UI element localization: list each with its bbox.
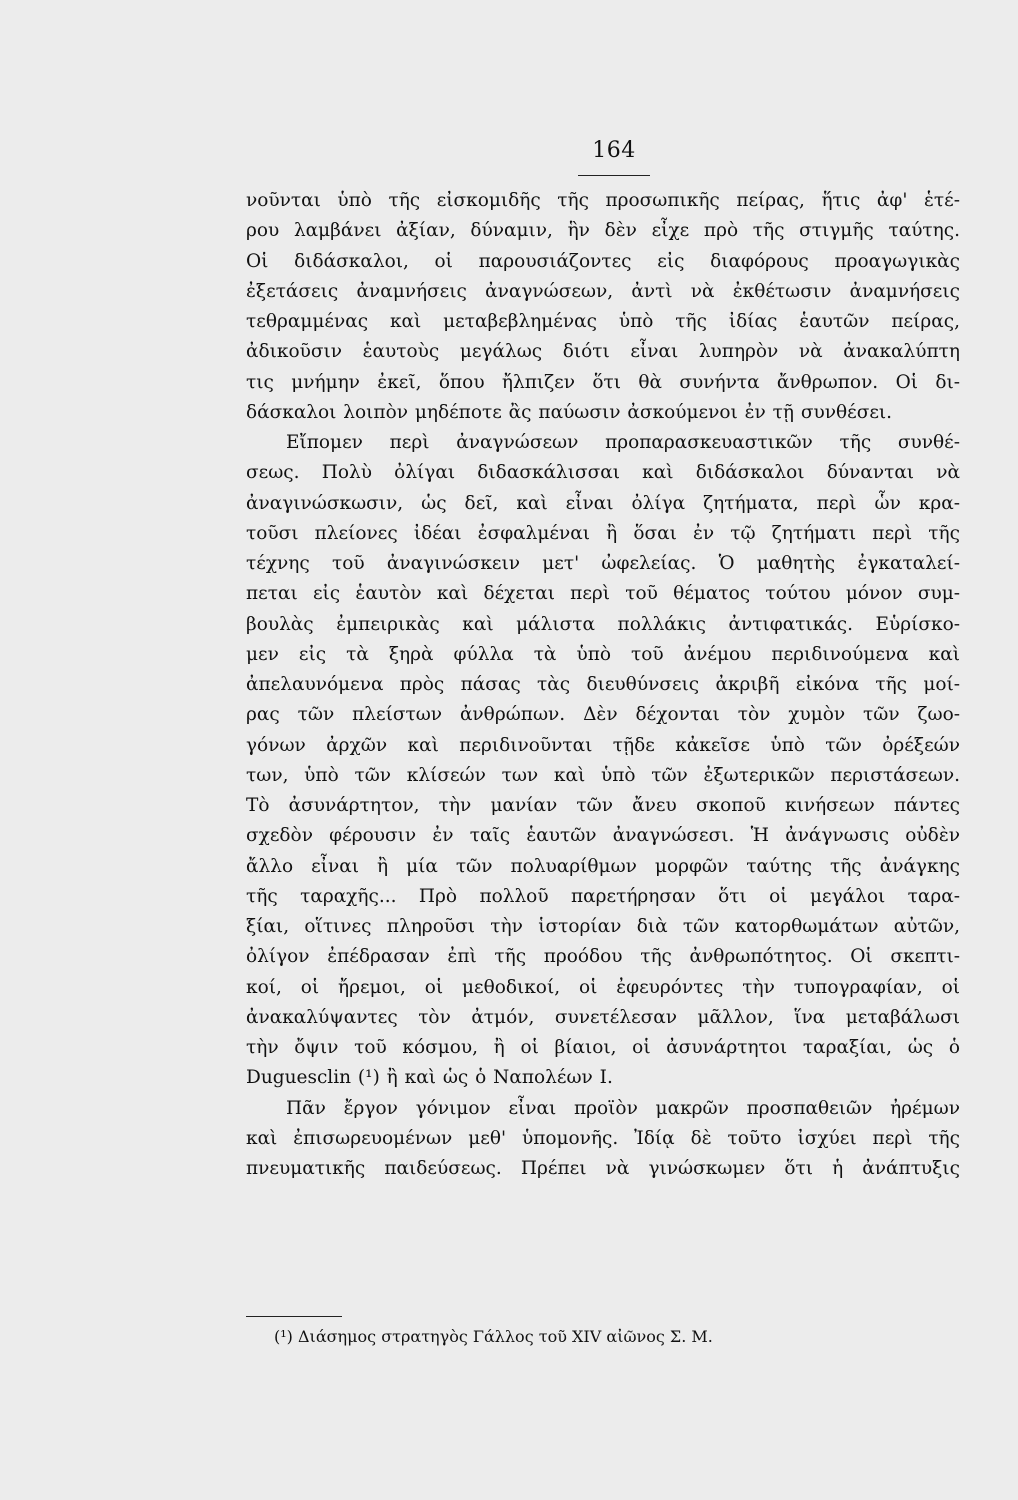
text-line: νοῦνται ὑπὸ τῆς εἰσκομιδῆς τῆς προσωπικῆς πείρας, ἥτις ἀφ' ἑτέ-	[246, 190, 960, 211]
text-line: Τὸ ἀσυνάρτητον, τὴν μανίαν τῶν ἄνευ σκοποῦ κινήσεων πάντες	[246, 795, 960, 816]
text-line: ρου λαμβάνει ἀξίαν, δύναμιν, ἣν δὲν εἶχε πρὸ τῆς στιγμῆς ταύτης.	[246, 220, 960, 242]
paragraph-2	[246, 428, 960, 1094]
text-line: τῆς ταραχῆς... Πρὸ πολλοῦ παρετήρησαν ὅτι οἱ μεγάλοι ταρα-	[246, 885, 960, 907]
text-line: τεθραμμένας καὶ μεταβεβλημένας ὑπὸ τῆς ἰδίας ἑαυτῶν πείρας,	[246, 311, 960, 332]
paragraph-1	[246, 186, 960, 428]
text-line: ἀναγινώσκωσιν, ὡς δεῖ, καὶ εἶναι ὀλίγα ζητήματα, περὶ ὧν κρα-	[246, 492, 960, 514]
text-line: Duguesclin (¹) ἢ καὶ ὡς ὁ Ναπολέων Ι.	[246, 1067, 613, 1089]
text-line: πνευματικῆς παιδεύσεως. Πρέπει νὰ γινώσκωμεν ὅτι ἡ ἀνάπτυξις	[246, 1158, 960, 1179]
text-line: Πᾶν ἔργον γόνιμον εἶναι προϊὸν μακρῶν προσπαθειῶν ἠρέμων	[286, 1097, 960, 1119]
text-line: καὶ ἐπισωρευομένων μεθ' ὑπομονῆς. Ἰδίᾳ δὲ τοῦτο ἰσχύει περὶ τῆς	[246, 1127, 960, 1149]
footnote-rule	[246, 1316, 342, 1317]
text-line: ἐξετάσεις ἀναμνήσεις ἀναγνώσεων, ἀντὶ νὰ ἐκθέτωσιν ἀναμνήσεις	[246, 280, 960, 302]
text-line: τις μνήμην ἐκεῖ, ὅπου ἤλπιζεν ὅτι θὰ συνήντα ἄνθρωπον. Οἱ δι-	[246, 371, 960, 393]
page-number: 164	[592, 138, 636, 163]
text-line: ξίαι, οἵτινες πληροῦσι τὴν ἱστορίαν διὰ τῶν κατορθωμάτων αὐτῶν,	[246, 916, 960, 937]
text-line: ἀδικοῦσιν ἑαυτοὺς μεγάλως διότι εἶναι λυπηρὸν νὰ ἀνακαλύπτη	[246, 341, 960, 363]
text-line: ὀλίγον ἐπέδρασαν ἐπὶ τῆς προόδου τῆς ἀνθρωπότητος. Οἱ σκεπτι-	[246, 946, 960, 968]
body-text	[246, 186, 960, 1184]
text-line: βουλὰς ἐμπειρικὰς καὶ μάλιστα πολλάκις ἀντιφατικάς. Εὑρίσκο-	[246, 613, 960, 635]
text-line: μεν εἰς τὰ ξηρὰ φύλλα τὰ ὑπὸ τοῦ ἀνέμου περιδινούμενα καὶ	[246, 643, 960, 665]
text-line: των, ὑπὸ τῶν κλίσεών των καὶ ὑπὸ τῶν ἐξωτερικῶν περιστάσεων.	[246, 764, 960, 786]
text-line: τέχνης τοῦ ἀναγινώσκειν μετ' ὠφελείας. Ὁ μαθητὴς ἐγκαταλεί-	[246, 553, 960, 574]
text-line: τὴν ὄψιν τοῦ κόσμου, ἢ οἱ βίαιοι, οἱ ἀσυνάρτητοι ταραξίαι, ὡς ὁ	[246, 1037, 960, 1058]
text-line: γόνων ἀρχῶν καὶ περιδινοῦνται τῇδε κἀκεῖσε ὑπὸ τῶν ὀρέξεών	[246, 734, 960, 756]
text-line: σχεδὸν φέρουσιν ἐν ταῖς ἑαυτῶν ἀναγνώσεσι. Ἡ ἀνάγνωσις οὐδὲν	[246, 825, 960, 847]
text-line: τοῦσι πλείονες ἰδέαι ἐσφαλμέναι ἢ ὅσαι ἐν τῷ ζητήματι περὶ τῆς	[246, 522, 960, 544]
text-line: ἀνακαλύψαντες τὸν ἀτμόν, συνετέλεσαν μᾶλλον, ἵνα μεταβάλωσι	[246, 1006, 960, 1028]
text-line: ἄλλο εἶναι ἢ μία τῶν πολυαρίθμων μορφῶν ταύτης τῆς ἀνάγκης	[246, 855, 960, 877]
text-line: ἀπελαυνόμενα πρὸς πάσας τὰς διευθύνσεις ἀκριβῆ εἰκόνα τῆς μοί-	[246, 674, 960, 695]
text-line: δάσκαλοι λοιπὸν μηδέποτε ἂς παύωσιν ἀσκούμενοι ἐν τῇ συνθέσει.	[246, 401, 893, 423]
text-line: Εἴπομεν περὶ ἀναγνώσεων προπαρασκευαστικῶν τῆς συνθέ-	[286, 432, 960, 453]
text-line: πεται εἰς ἑαυτὸν καὶ δέχεται περὶ τοῦ θέματος τούτου μόνον συμ-	[246, 583, 960, 605]
text-line: κοί, οἱ ἤρεμοι, οἱ μεθοδικοί, οἱ ἐφευρόντες τὴν τυπογραφίαν, οἱ	[246, 976, 960, 998]
paragraph-3	[246, 1094, 960, 1185]
text-line: ρας τῶν πλείστων ἀνθρώπων. Δὲν δέχονται τὸν χυμὸν τῶν ζωο-	[246, 704, 960, 726]
text-line: σεως. Πολὺ ὀλίγαι διδασκάλισσαι καὶ διδάσκαλοι δύνανται νὰ	[246, 462, 960, 484]
page-number-underline	[578, 175, 650, 176]
text-line: Οἱ διδάσκαλοι, οἱ παρουσιάζοντες εἰς διαφόρους προαγωγικὰς	[246, 250, 960, 272]
footnote: (¹) Διάσημος στρατηγὸς Γάλλος τοῦ XIV αἰῶνος Σ. Μ.	[274, 1327, 713, 1346]
